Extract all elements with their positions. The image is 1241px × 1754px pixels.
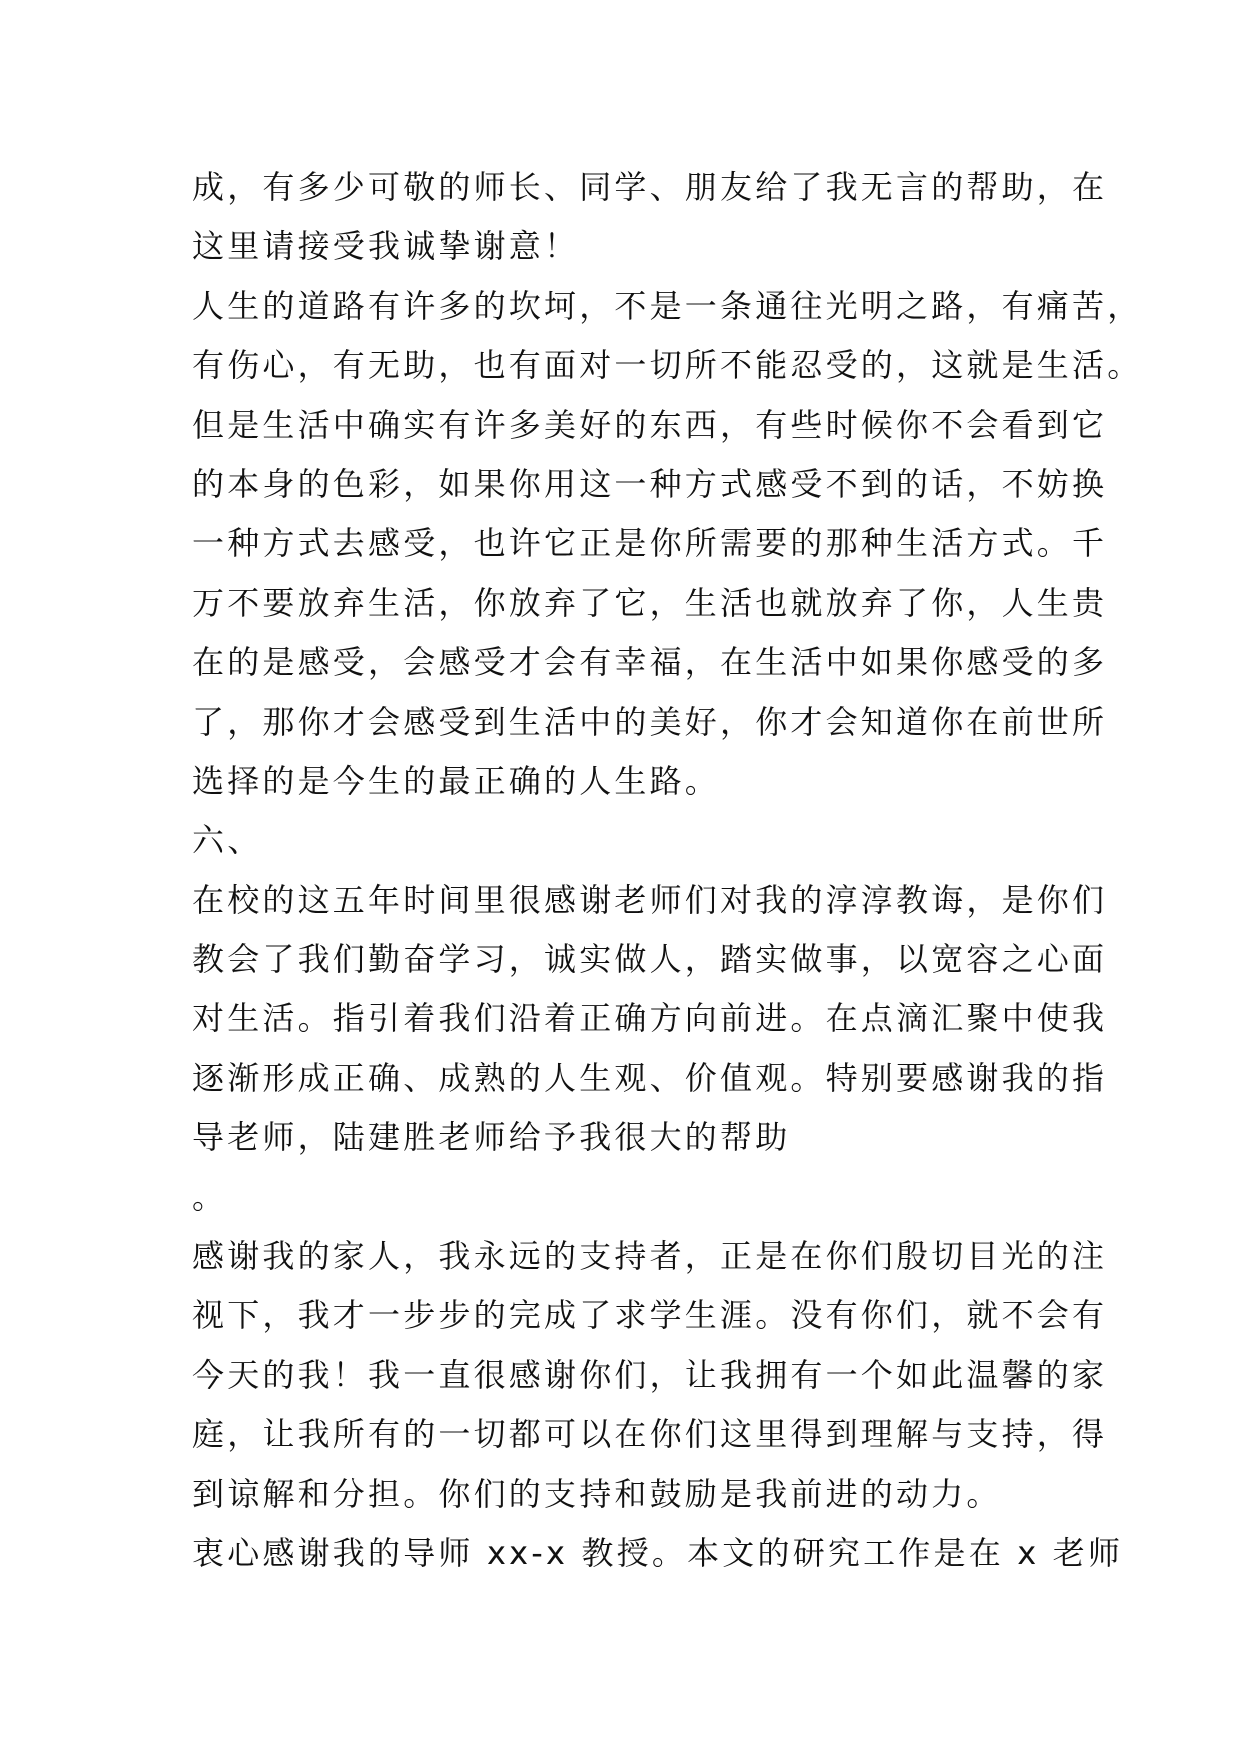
text-line: 成，有多少可敬的师长、同学、朋友给了我无言的帮助，在 [192, 168, 1108, 206]
text-line: 的本身的色彩，如果你用这一种方式感受不到的话，不妨换 [192, 464, 1108, 503]
text-line: 人生的道路有许多的坎坷，不是一条通往光明之路，有痛苦， [192, 286, 1143, 325]
text-line: 在的是感受，会感受才会有幸福，在生活中如果你感受的多 [192, 643, 1108, 682]
text-line: 导老师，陆建胜老师给予我很大的帮助 [192, 1118, 791, 1157]
text-line: 庭，让我所有的一切都可以在你们这里得到理解与支持，得 [192, 1415, 1108, 1454]
text-line: 今天的我！我一直很感谢你们，让我拥有一个如此温馨的家 [192, 1355, 1108, 1394]
text-line: 但是生活中确实有许多美好的东西，有些时候你不会看到它 [192, 405, 1108, 444]
text-line: 。 [192, 1177, 228, 1216]
text-line: 对生活。指引着我们沿着正确方向前进。在点滴汇聚中使我 [192, 999, 1108, 1038]
text-line: 到谅解和分担。你们的支持和鼓励是我前进的动力。 [192, 1474, 1002, 1513]
text-line: 一种方式去感受，也许它正是你所需要的那种生活方式。千 [192, 524, 1108, 563]
text-line: 了，那你才会感受到生活中的美好，你才会知道你在前世所 [192, 702, 1108, 741]
text-line: 衷心感谢我的导师 xx-x 教授。本文的研究工作是在 x 老师 [192, 1533, 1124, 1572]
text-line: 有伤心，有无助，也有面对一切所不能忍受的，这就是生活。 [192, 346, 1143, 385]
text-line: 教会了我们勤奋学习，诚实做人，踏实做事，以宽容之心面 [192, 940, 1108, 979]
text-line: 感谢我的家人，我永远的支持者，正是在你们殷切目光的注 [192, 1237, 1108, 1276]
text-line: 逐渐形成正确、成熟的人生观、价值观。特别要感谢我的指 [192, 1058, 1108, 1097]
text-line: 这里请接受我诚挚谢意！ [192, 227, 580, 266]
text-line: 视下，我才一步步的完成了求学生涯。没有你们，就不会有 [192, 1296, 1108, 1335]
document-body [192, 158, 1143, 1583]
text-line: 在校的这五年时间里很感谢老师们对我的淳淳教诲，是你们 [192, 880, 1108, 919]
text-line: 选择的是今生的最正确的人生路。 [192, 761, 721, 800]
text-line: 万不要放弃生活，你放弃了它，生活也就放弃了你，人生贵 [192, 583, 1108, 622]
section-heading: 六、 [192, 821, 263, 860]
